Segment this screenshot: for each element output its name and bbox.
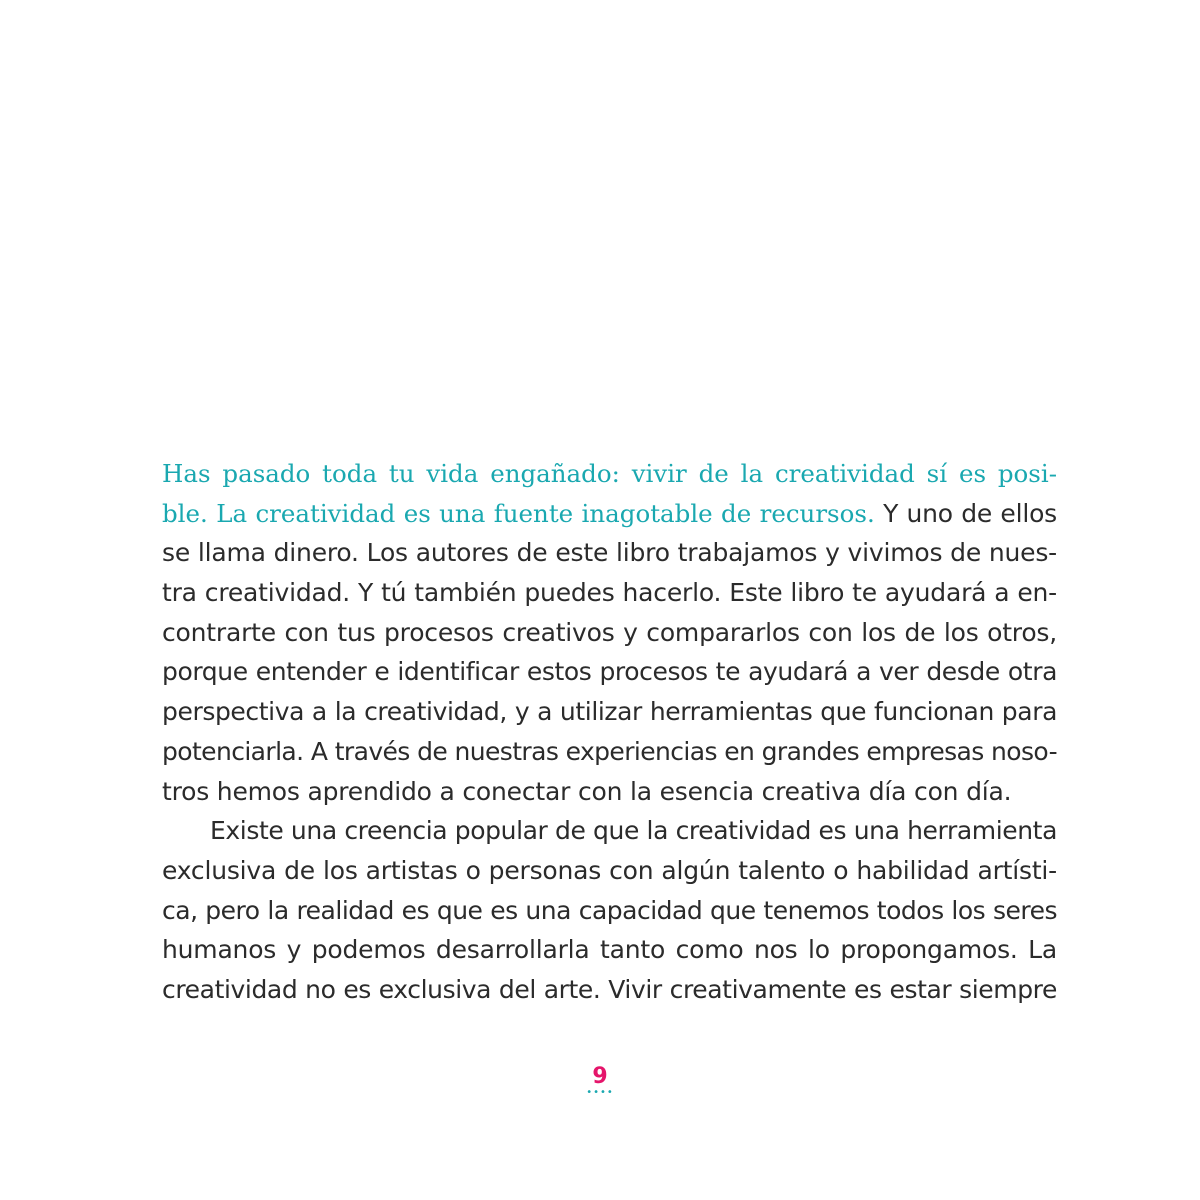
highlighted-text: Has pasado toda tu vida engañado: vivir de la creatividad sí es posi- <box>162 459 1057 488</box>
body-text <box>162 454 1057 1010</box>
text-line: creatividad no es exclusiva del arte. Vivir creativamente es estar siempre <box>162 974 1057 1004</box>
text-line: contrarte con tus procesos creativos y compararlos con los de los otros, <box>162 617 1057 647</box>
text-line <box>162 454 1057 494</box>
highlighted-text: ble. La creatividad es una fuente inagotable de recursos. <box>162 498 875 528</box>
paragraph-1 <box>162 454 1057 811</box>
text-line: Existe una creencia popular de que la creatividad es una herramienta <box>210 816 1057 846</box>
paragraph-2 <box>162 811 1057 1009</box>
text-line: tra creatividad. Y tú también puedes hacerlo. Este libro te ayudará a en- <box>162 578 1057 608</box>
text-line <box>162 494 1057 534</box>
text-line: se llama dinero. Los autores de este libro trabajamos y vivimos de nues- <box>162 538 1057 568</box>
text-line: exclusiva de los artistas o personas con algún talento o habilidad artísti- <box>162 855 1057 885</box>
text-segment: Y uno de ellos <box>874 498 1057 528</box>
text-line: potenciarla. A través de nuestras experiencias en grandes empresas noso- <box>162 736 1057 766</box>
text-line: porque entender e identificar estos procesos te ayudará a ver desde otra <box>162 657 1057 687</box>
text-line: humanos y podemos desarrollarla tanto como nos lo propongamos. La <box>162 935 1057 965</box>
page-number: 9 <box>592 1064 608 1089</box>
text-line: ca, pero la realidad es que es una capacidad que tenemos todos los seres <box>162 895 1057 925</box>
text-line: perspectiva a la creatividad, y a utilizar herramientas que funcionan para <box>162 697 1057 727</box>
page-number-dots: •••• <box>586 1087 614 1098</box>
text-line: tros hemos aprendido a conectar con la esencia creativa día con día. <box>162 776 1012 806</box>
